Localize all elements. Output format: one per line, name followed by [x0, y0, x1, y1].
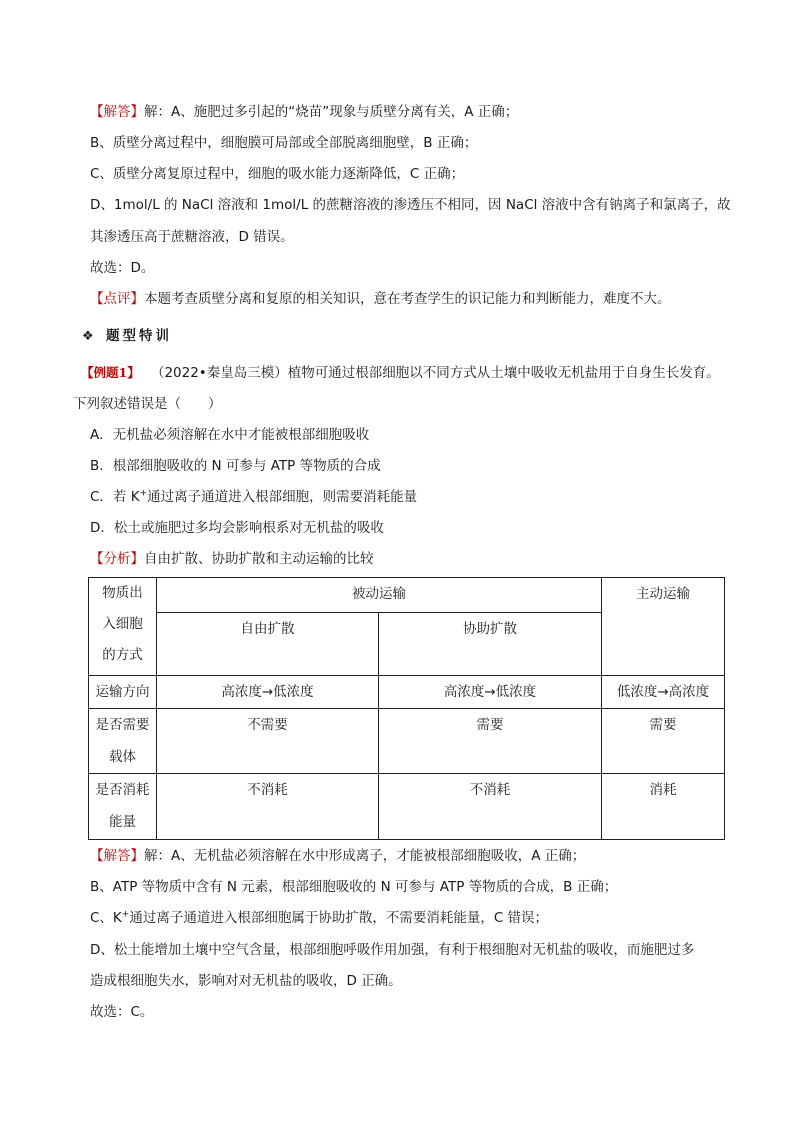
- row-label: 是否需要 载体: [89, 709, 157, 774]
- analysis-tag: 【分析】: [90, 551, 144, 567]
- answer1-line2: B、质壁分离过程中，细胞膜可局部或全部脱离细胞壁，B 正确；: [90, 135, 478, 151]
- example-stem-line2: 下列叙述错误是（ ）: [73, 396, 222, 412]
- example-tag: 【例题1】: [81, 365, 140, 380]
- answer1-line5: 其渗透压高于蔗糖溶液，D 错误。: [90, 229, 294, 245]
- free-diffusion-header: 自由扩散: [157, 613, 379, 676]
- row-label: 是否消耗 能量: [89, 774, 157, 840]
- section-title: 题型特训: [106, 328, 172, 344]
- example-stem-line1: 【例题1】 （2022•秦皇岛三模）植物可通过根部细胞以不同方式从土壤中吸收无机盐用于自身生长发育。: [81, 365, 720, 381]
- option-d: D．松土或施肥过多均会影响根系对无机盐的吸收: [90, 520, 384, 536]
- answer-tag: 【解答】: [90, 848, 144, 864]
- answer1-line4: D、1mol/L 的 NaCl 溶液和 1mol/L 的蔗糖溶液的渗透压不相同，因 NaCl 溶液中含有钠离子和氯离子，故: [90, 197, 731, 213]
- table-row: 是否需要 载体 不需要 需要 需要: [89, 709, 725, 774]
- comment1: 【点评】本题考查质壁分离和复原的相关知识，意在考查学生的识记能力和判断能力，难度不大。: [90, 291, 671, 307]
- answer1-choice: 故选：D。: [90, 260, 155, 276]
- transport-comparison-table: [88, 577, 725, 840]
- corner-header: 物质出 入细胞 的方式: [89, 578, 157, 676]
- answer-tag: 【解答】: [90, 104, 144, 120]
- passive-header: 被动运输: [157, 578, 602, 613]
- option-a: A．无机盐必须溶解在水中才能被根部细胞吸收: [90, 427, 370, 443]
- analysis: 【分析】自由扩散、协助扩散和主动运输的比较: [90, 551, 374, 567]
- answer2-line5: 造成根细胞失水，影响对对无机盐的吸收，D 正确。: [90, 973, 402, 989]
- option-b: B．根部细胞吸收的 N 可参与 ATP 等物质的合成: [90, 458, 381, 474]
- answer2-choice: 故选：C。: [90, 1004, 154, 1020]
- answer2-line4: D、松土能增加土壤中空气含量，根部细胞呼吸作用加强，有利于根细胞对无机盐的吸收，而施肥过多: [90, 942, 695, 958]
- answer2-line1: 【解答】解：A、无机盐必须溶解在水中形成离子，才能被根部细胞吸收，A 正确；: [90, 848, 586, 864]
- facilitated-diffusion-header: 协助扩散: [379, 613, 602, 676]
- section-header: [82, 326, 172, 347]
- answer2-line2: B、ATP 等物质中含有 N 元素，根部细胞吸收的 N 可参与 ATP 等物质的合成，B 正确；: [90, 879, 618, 895]
- option-c: C．若 K+通过离子通道进入根部细胞，则需要消耗能量: [90, 488, 418, 505]
- table-row: 是否消耗 能量 不消耗 不消耗 消耗: [89, 774, 725, 840]
- answer2-line3: C、K+通过离子通道进入根部细胞属于协助扩散，不需要消耗能量，C 错误；: [90, 909, 549, 926]
- active-header: 主动运输: [602, 578, 725, 676]
- table-row: 运输方向 高浓度→低浓度 高浓度→低浓度 低浓度→高浓度: [89, 676, 725, 709]
- row-label: 运输方向: [89, 676, 157, 709]
- comment-tag: 【点评】: [90, 291, 144, 307]
- diamond-bullet-icon: ❖: [82, 329, 94, 344]
- answer1-line1: 【解答】解：A、施肥过多引起的“烧苗”现象与质壁分离有关，A 正确；: [90, 104, 519, 120]
- answer1-line3: C、质壁分离复原过程中，细胞的吸水能力逐渐降低，C 正确；: [90, 166, 465, 182]
